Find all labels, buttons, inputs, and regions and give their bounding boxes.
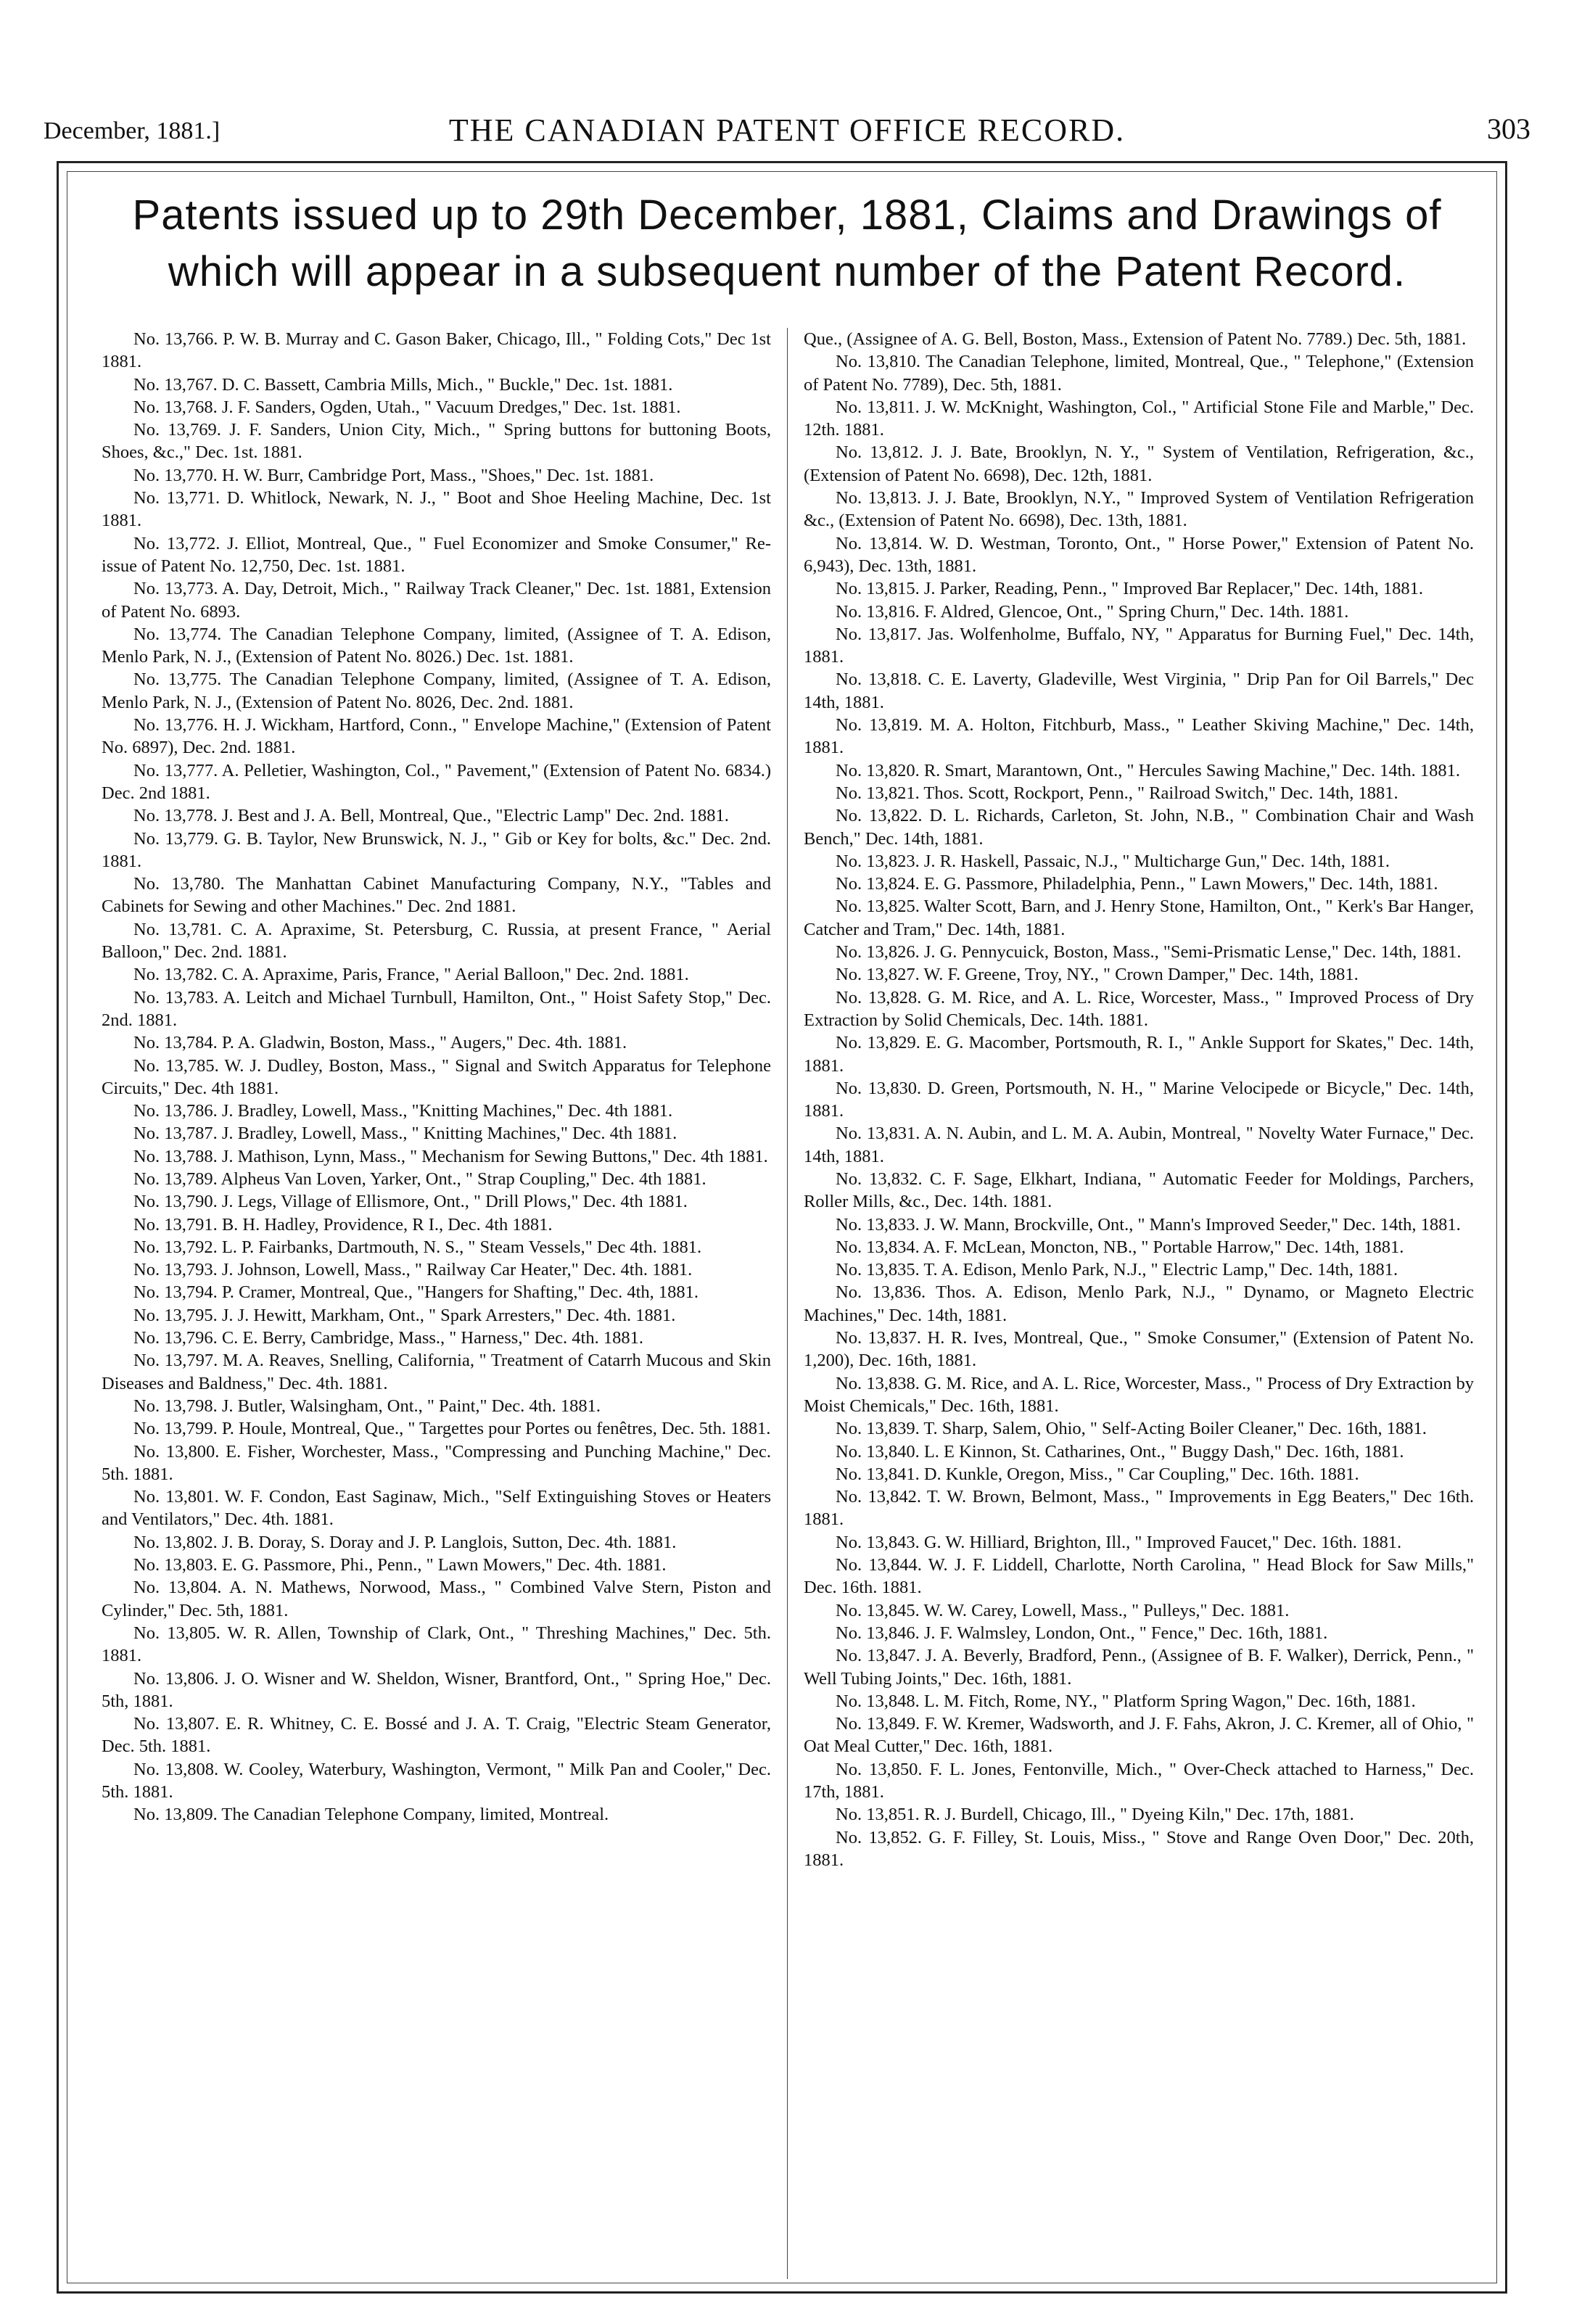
patent-entry: No. 13,851. R. J. Burdell, Chicago, Ill., " Dyeing Kiln," Dec. 17th, 1881. [836,1805,1354,1825]
patent-entry: No. 13,835. T. A. Edison, Menlo Park, N.J., " Electric Lamp," Dec. 14th, 1881. [836,1260,1398,1280]
patent-entry: No. 13,782. C. A. Apraxime, Paris, France, " Aerial Balloon," Dec. 2nd. 1881. [133,965,689,985]
patent-entry: No. 13,803. E. G. Passmore, Phi., Penn., " Lawn Mowers," Dec. 4th. 1881. [133,1555,667,1575]
patent-entry: No. 13,805. W. R. Allen, Township of Clark, Ont., " Threshing Machines," Dec. 5th. 1881. [102,1623,771,1666]
section-title: Patents issued up to 29th December, 1881, Claims and Drawings of which will appear in a subsequent number of the Patent Record. [132,191,1442,295]
patent-entry: No. 13,823. J. R. Haskell, Passaic, N.J., " Multicharge Gun," Dec. 14th, 1881. [836,851,1390,871]
patent-entry: No. 13,801. W. F. Condon, East Saginaw, Mich., "Self Extinguishing Stoves or Heaters and Ventilators," Dec. 4th. 1881. [102,1487,771,1530]
patent-entry: No. 13,791. B. H. Hadley, Providence, R I., Dec. 4th 1881. [133,1214,553,1235]
patent-entry: No. 13,817. Jas. Wolfenholme, Buffalo, NY, " Apparatus for Burning Fuel," Dec. 14th, 1881. [804,624,1474,667]
patent-entry: No. 13,818. C. E. Laverty, Gladeville, West Virginia, " Drip Pan for Oil Barrels," Dec 14th, 1881. [804,669,1474,712]
patent-entry: No. 13,775. The Canadian Telephone Company, limited, (Assignee of T. A. Edison, Menlo Park, N. J., (Extension of Patent No. 8026, Dec. 2nd. 1881. [102,669,771,712]
patent-entry: No. 13,814. W. D. Westman, Toronto, Ont., " Horse Power," Extension of Patent No. 6,943), Dec. 13th, 1881. [804,533,1474,576]
patent-entry: No. 13,777. A. Pelletier, Washington, Col., " Pavement," (Extension of Patent No. 6834.) Dec. 2nd 1881. [102,760,771,803]
patent-entry: No. 13,798. J. Butler, Walsingham, Ont., " Paint," Dec. 4th. 1881. [133,1396,601,1416]
patent-entry: No. 13,832. C. F. Sage, Elkhart, Indiana, " Automatic Feeder for Moldings, Parchers, Roller Mills, &c., Dec. 14th. 1881. [804,1169,1474,1212]
patent-entry: No. 13,821. Thos. Scott, Rockport, Penn., " Railroad Switch," Dec. 14th, 1881. [836,783,1398,803]
patent-entry: No. 13,788. J. Mathison, Lynn, Mass., " Mechanism for Sewing Buttons," Dec. 4th 1881. [133,1146,768,1166]
patent-entry: No. 13,783. A. Leitch and Michael Turnbull, Hamilton, Ont., " Hoist Safety Stop," Dec. 2nd. 1881. [102,987,771,1030]
patent-entry: No. 13,819. M. A. Holton, Fitchburb, Mass., " Leather Skiving Machine," Dec. 14th, 1881. [804,715,1474,758]
patent-entry: No. 13,773. A. Day, Detroit, Mich., " Railway Track Cleaner," Dec. 1st. 1881, Extension of Patent No. 6893. [102,579,771,622]
patent-entry: No. 13,786. J. Bradley, Lowell, Mass., "Knitting Machines," Dec. 4th 1881. [133,1101,673,1121]
patent-entry: No. 13,797. M. A. Reaves, Snelling, California, " Treatment of Catarrh Mucous and Skin Diseases and Baldness," Dec. 4th. 1881. [102,1351,771,1393]
patent-entry: No. 13,778. J. Best and J. A. Bell, Montreal, Que., "Electric Lamp" Dec. 2nd. 1881. [133,806,729,826]
patent-entry: No. 13,812. J. J. Bate, Brooklyn, N. Y., " System of Ventilation, Refrigeration, &c., (Extension of Patent No. 6698), Dec. 12th, 1881. [804,442,1474,485]
patent-entry: No. 13,806. J. O. Wisner and W. Sheldon, Wisner, Brantford, Ont., " Spring Hoe," Dec. 5th, 1881. [102,1668,771,1711]
patent-entry: No. 13,787. J. Bradley, Lowell, Mass., " Knitting Machines," Dec. 4th 1881. [133,1124,677,1144]
patent-entry: No. 13,781. C. A. Apraxime, St. Petersburg, C. Russia, at present France, " Aerial Balloon," Dec. 2nd. 1881. [102,919,771,963]
patent-entry: No. 13,793. J. Johnson, Lowell, Mass., " Railway Car Heater," Dec. 4th. 1881. [133,1260,693,1280]
patent-entry: No. 13,836. Thos. A. Edison, Menlo Park, N.J., " Dynamo, or Magneto Electric Machines," Dec. 14th, 1881. [804,1282,1474,1325]
patent-entry: No. 13,769. J. F. Sanders, Union City, Mich., " Spring buttons for buttoning Boots, Shoes, &c.," Dec. 1st. 1881. [102,420,771,463]
patent-entry: No. 13,785. W. J. Dudley, Boston, Mass., " Signal and Switch Apparatus for Telephone Circuits," Dec. 4th 1881. [102,1055,771,1098]
patent-entry: No. 13,847. J. A. Beverly, Bradford, Penn., (Assignee of B. F. Walker), Derrick, Penn., " Well Tubing Joints," Dec. 16th, 1881. [804,1646,1474,1689]
patent-entry: No. 13,822. D. L. Richards, Carleton, St. John, N.B., " Combination Chair and Wash Bench," Dec. 14th, 1881. [804,806,1474,849]
patent-entry: No. 13,802. J. B. Doray, S. Doray and J. P. Langlois, Sutton, Dec. 4th. 1881. [133,1532,677,1552]
patent-entry: No. 13,794. P. Cramer, Montreal, Que., "Hangers for Shafting," Dec. 4th, 1881. [133,1282,699,1303]
patent-entry: No. 13,827. W. F. Greene, Troy, NY., " Crown Damper," Dec. 14th, 1881. [836,965,1359,985]
patent-entry: No. 13,789. Alpheus Van Loven, Yarker, Ont., " Strap Coupling," Dec. 4th 1881. [133,1169,706,1189]
patent-entry: No. 13,846. J. F. Walmsley, London, Ont., " Fence," Dec. 16th, 1881. [836,1623,1328,1643]
patent-entry: No. 13,824. E. G. Passmore, Philadelphia, Penn., " Lawn Mowers," Dec. 14th, 1881. [836,874,1438,894]
patent-entry: No. 13,770. H. W. Burr, Cambridge Port, Mass., "Shoes," Dec. 1st. 1881. [133,465,654,485]
patent-entry: No. 13,834. A. F. McLean, Moncton, NB., " Portable Harrow," Dec. 14th, 1881. [836,1237,1404,1257]
patent-entry: No. 13,844. W. J. F. Liddell, Charlotte, North Carolina, " Head Block for Saw Mills," Dec. 16th. 1881. [804,1555,1474,1598]
patent-entry: No. 13,820. R. Smart, Marantown, Ont., " Hercules Sawing Machine," Dec. 14th. 1881. [836,760,1461,780]
patent-entry: No. 13,831. A. N. Aubin, and L. M. A. Aubin, Montreal, " Novelty Water Furnace," Dec. 14th, 1881. [804,1124,1474,1166]
patent-entry: No. 13,828. G. M. Rice, and A. L. Rice, Worcester, Mass., " Improved Process of Dry Extraction by Solid Chemicals, Dec. 14th. 1881. [804,987,1474,1030]
patent-entry: No. 13,809. The Canadian Telephone Company, limited, Montreal. [133,1805,609,1825]
patent-entry: No. 13,810. The Canadian Telephone, limited, Montreal, Que., " Telephone," (Extension of Patent No. 7789), Dec. 5th, 1881. [804,352,1474,395]
patent-entry: No. 13,833. J. W. Mann, Brockville, Ont., " Mann's Improved Seeder," Dec. 14th, 1881. [836,1214,1461,1235]
patent-entry: No. 13,837. H. R. Ives, Montreal, Que., " Smoke Consumer," (Extension of Patent No. 1,200), Dec. 16th, 1881. [804,1328,1474,1371]
patent-list [86,328,1490,2279]
patent-entry: No. 13,852. G. F. Filley, St. Louis, Miss., " Stove and Range Oven Door," Dec. 20th, 1881. [804,1827,1474,1870]
patent-entry: No. 13,784. P. A. Gladwin, Boston, Mass., " Augers," Dec. 4th. 1881. [133,1033,627,1053]
patent-entry: No. 13,840. L. E Kinnon, St. Catharines, Ont., " Buggy Dash," Dec. 16th, 1881. [836,1441,1404,1462]
patent-entry: No. 13,767. D. C. Bassett, Cambria Mills, Mich., " Buckle," Dec. 1st. 1881. [133,374,673,395]
patent-entry: No. 13,842. T. W. Brown, Belmont, Mass., " Improvements in Egg Beaters," Dec 16th. 1881. [804,1487,1474,1530]
patent-entry: No. 13,799. P. Houle, Montreal, Que., " Targettes pour Portes ou fenêtres, Dec. 5th. 1881. [133,1419,771,1439]
patent-entry: No. 13,780. The Manhattan Cabinet Manufacturing Company, N.Y., "Tables and Cabinets for Sewing and other Machines." Dec. 2nd 1881. [102,874,771,917]
patent-entry: No. 13,848. L. M. Fitch, Rome, NY., " Platform Spring Wagon," Dec. 16th, 1881. [836,1691,1416,1711]
running-header [44,109,1530,152]
issue-date: December, 1881.] [44,118,221,144]
patent-entry: No. 13,839. T. Sharp, Salem, Ohio, " Self-Acting Boiler Cleaner," Dec. 16th, 1881. [836,1419,1427,1439]
patent-entry: No. 13,830. D. Green, Portsmouth, N. H., " Marine Velocipede or Bicycle," Dec. 14th, 1881. [804,1078,1474,1121]
patent-entry: No. 13,850. F. L. Jones, Fentonville, Mich., " Over-Check attached to Harness," Dec. 17th, 1881. [804,1759,1474,1802]
patent-entry: No. 13,813. J. J. Bate, Brooklyn, N.Y., " Improved System of Ventilation Refrigeration &c., (Extension of Patent No. 6698), Dec. 13th, 1881. [804,488,1474,531]
patent-entry: No. 13,845. W. W. Carey, Lowell, Mass., " Pulleys," Dec. 1881. [836,1600,1290,1620]
patent-entry: No. 13,800. E. Fisher, Worchester, Mass., "Compressing and Punching Machine," Dec. 5th. 1881. [102,1441,771,1484]
patent-entry: No. 13,849. F. W. Kremer, Wadsworth, and J. F. Fahs, Akron, J. C. Kremer, all of Ohio, " Oat Meal Cutter," Dec. 16th, 1881. [804,1714,1474,1757]
continued-entry: Que., (Assignee of A. G. Bell, Boston, Mass., Extension of Patent No. 7789.) Dec. 5th, 1881. [804,329,1467,349]
patent-entry: No. 13,795. J. J. Hewitt, Markham, Ont., " Spark Arresters," Dec. 4th. 1881. [133,1305,676,1325]
patent-entry: No. 13,838. G. M. Rice, and A. L. Rice, Worcester, Mass., " Process of Dry Extraction by Moist Chemicals," Dec. 16th, 1881. [804,1373,1474,1416]
patent-entry: No. 13,808. W. Cooley, Waterbury, Washington, Vermont, " Milk Pan and Cooler," Dec. 5th. 1881. [102,1759,771,1802]
patent-entry: No. 13,804. A. N. Mathews, Norwood, Mass., " Combined Valve Stern, Piston and Cylinder," Dec. 5th, 1881. [102,1578,771,1620]
patent-entry: No. 13,779. G. B. Taylor, New Brunswick, N. J., " Gib or Key for bolts, &c." Dec. 2nd. 1881. [102,828,771,871]
patent-entry: No. 13,774. The Canadian Telephone Company, limited, (Assignee of T. A. Edison, Menlo Park, N. J., (Extension of Patent No. 8026.) Dec. 1st. 1881. [102,624,771,667]
patent-entry: No. 13,815. J. Parker, Reading, Penn., " Improved Bar Replacer," Dec. 14th, 1881. [836,579,1424,599]
left-column [86,328,788,2279]
patent-entry: No. 13,811. J. W. McKnight, Washington, Col., " Artificial Stone File and Marble," Dec. 12th. 1881. [804,397,1474,440]
right-column [788,328,1490,2279]
patent-entry: No. 13,826. J. G. Pennycuick, Boston, Mass., "Semi-Prismatic Lense," Dec. 14th, 1881. [836,942,1462,963]
patent-entry: No. 13,768. J. F. Sanders, Ogden, Utah., " Vacuum Dredges," Dec. 1st. 1881. [133,397,681,417]
patent-entry: No. 13,776. H. J. Wickham, Hartford, Conn., " Envelope Machine," (Extension of Patent No. 6897), Dec. 2nd. 1881. [102,715,771,758]
page-number: 303 [1487,112,1530,145]
patent-entry: No. 13,766. P. W. B. Murray and C. Gason Baker, Chicago, Ill., " Folding Cots," Dec 1st 1881. [102,329,771,372]
patent-entry: No. 13,829. E. G. Macomber, Portsmouth, R. I., " Ankle Support for Skates," Dec. 14th, 1881. [804,1033,1474,1076]
patent-entry: No. 13,790. J. Legs, Village of Ellismore, Ont., " Drill Plows," Dec. 4th 1881. [133,1192,688,1212]
patent-entry: No. 13,792. L. P. Fairbanks, Dartmouth, N. S., " Steam Vessels," Dec 4th. 1881. [133,1237,702,1257]
patent-entry: No. 13,843. G. W. Hilliard, Brighton, Ill., " Improved Faucet," Dec. 16th. 1881. [836,1532,1402,1552]
patent-entry: No. 13,841. D. Kunkle, Oregon, Miss., " Car Coupling," Dec. 16th. 1881. [836,1464,1359,1484]
patent-entry: No. 13,771. D. Whitlock, Newark, N. J., " Boot and Shoe Heeling Machine, Dec. 1st 1881. [102,488,771,531]
patent-entry: No. 13,796. C. E. Berry, Cambridge, Mass., " Harness," Dec. 4th. 1881. [133,1328,643,1348]
patent-entry: No. 13,772. J. Elliot, Montreal, Que., " Fuel Economizer and Smoke Consumer," Re-issue of Patent No. 12,750, Dec. 1st. 1881. [102,533,771,576]
patent-entry: No. 13,816. F. Aldred, Glencoe, Ont., " Spring Churn," Dec. 14th. 1881. [836,601,1349,622]
journal-title: THE CANADIAN PATENT OFFICE RECORD. [448,112,1126,148]
patent-entry: No. 13,807. E. R. Whitney, C. E. Bossé and J. A. T. Craig, "Electric Steam Generator, Dec. 5th. 1881. [102,1714,771,1757]
patent-entry: No. 13,825. Walter Scott, Barn, and J. Henry Stone, Hamilton, Ont., " Kerk's Bar Hanger, Catcher and Tram," Dec. 14th, 1881. [804,897,1474,939]
